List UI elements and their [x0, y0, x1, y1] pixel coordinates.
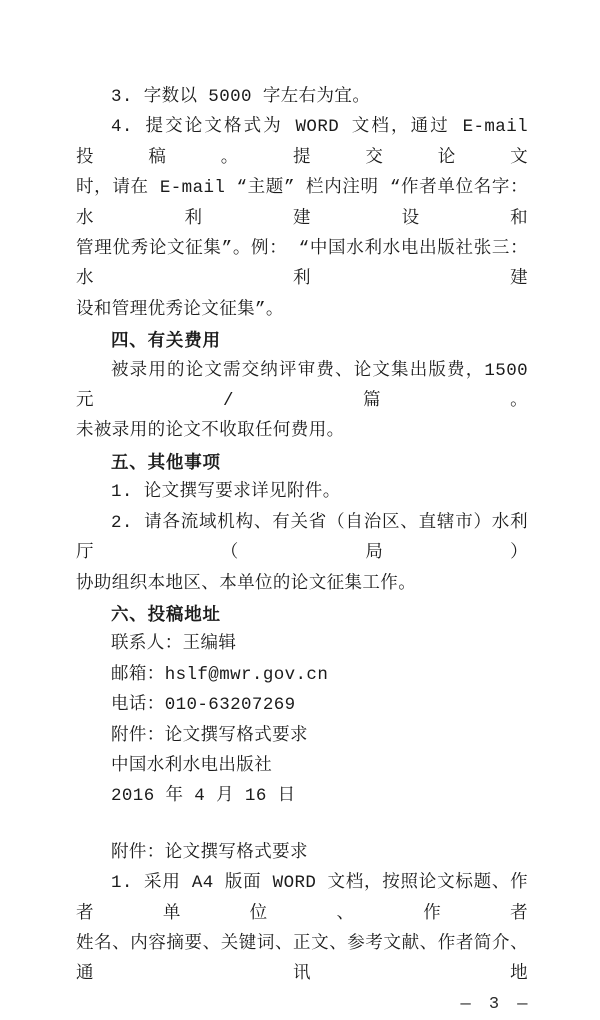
doc-line-submit-format: 4. 提交论文格式为 WORD 文档，通过 E-mail 投稿。提交论文 — [76, 117, 528, 168]
paragraph-gap — [76, 812, 528, 838]
section-heading-other: 五、其他事项 — [111, 451, 221, 472]
section-heading-address: 六、投稿地址 — [111, 603, 221, 624]
contact-person-line: 联系人：王编辑 — [111, 634, 237, 655]
doc-line-email-subject: 时，请在 E-mail “主题” 栏内注明 “作者单位名字：水利建设和 — [76, 178, 528, 229]
doc-line-other-2-cont: 协助组织本地区、本单位的论文征集工作。 — [76, 573, 417, 594]
doc-line-no-fee: 未被录用的论文不收取任何费用。 — [76, 421, 345, 442]
document-body — [76, 82, 528, 1020]
contact-email-line: 邮箱：hslf@mwr.gov.cn — [111, 664, 329, 685]
doc-line-example-end: 设和管理优秀论文征集”。 — [76, 299, 284, 320]
doc-line-wordcount: 3. 字数以 5000 字左右为宜。 — [111, 87, 371, 107]
attachment-note-line: 附件：论文撰写格式要求 — [111, 725, 308, 746]
doc-line-example: 管理优秀论文征集”。例： “中国水利水电出版社张三：水利建 — [76, 239, 528, 290]
section-heading-fees: 四、有关费用 — [111, 330, 221, 351]
attachment-title-line: 附件：论文撰写格式要求 — [111, 842, 308, 863]
doc-line-format-req-2: 姓名、内容摘要、关键词、正文、参考文献、作者简介、通讯地 — [76, 933, 528, 985]
doc-line-other-1: 1. 论文撰写要求详见附件。 — [111, 482, 341, 503]
doc-line-other-2: 2. 请各流域机构、有关省（自治区、直辖市）水利厅（局） — [76, 512, 528, 564]
doc-line-fee-amount: 被录用的论文需交纳评审费、论文集出版费，1500 元/篇。 — [76, 360, 528, 412]
organization-line: 中国水利水电出版社 — [111, 755, 273, 776]
doc-line-format-req-1: 1. 采用 A4 版面 WORD 文档，按照论文标题、作者单位、作者 — [76, 873, 528, 924]
contact-phone-line: 电话：010-63207269 — [111, 695, 296, 716]
page-number: — 3 — — [460, 994, 528, 1014]
date-line: 2016 年 4 月 16 日 — [111, 786, 296, 807]
